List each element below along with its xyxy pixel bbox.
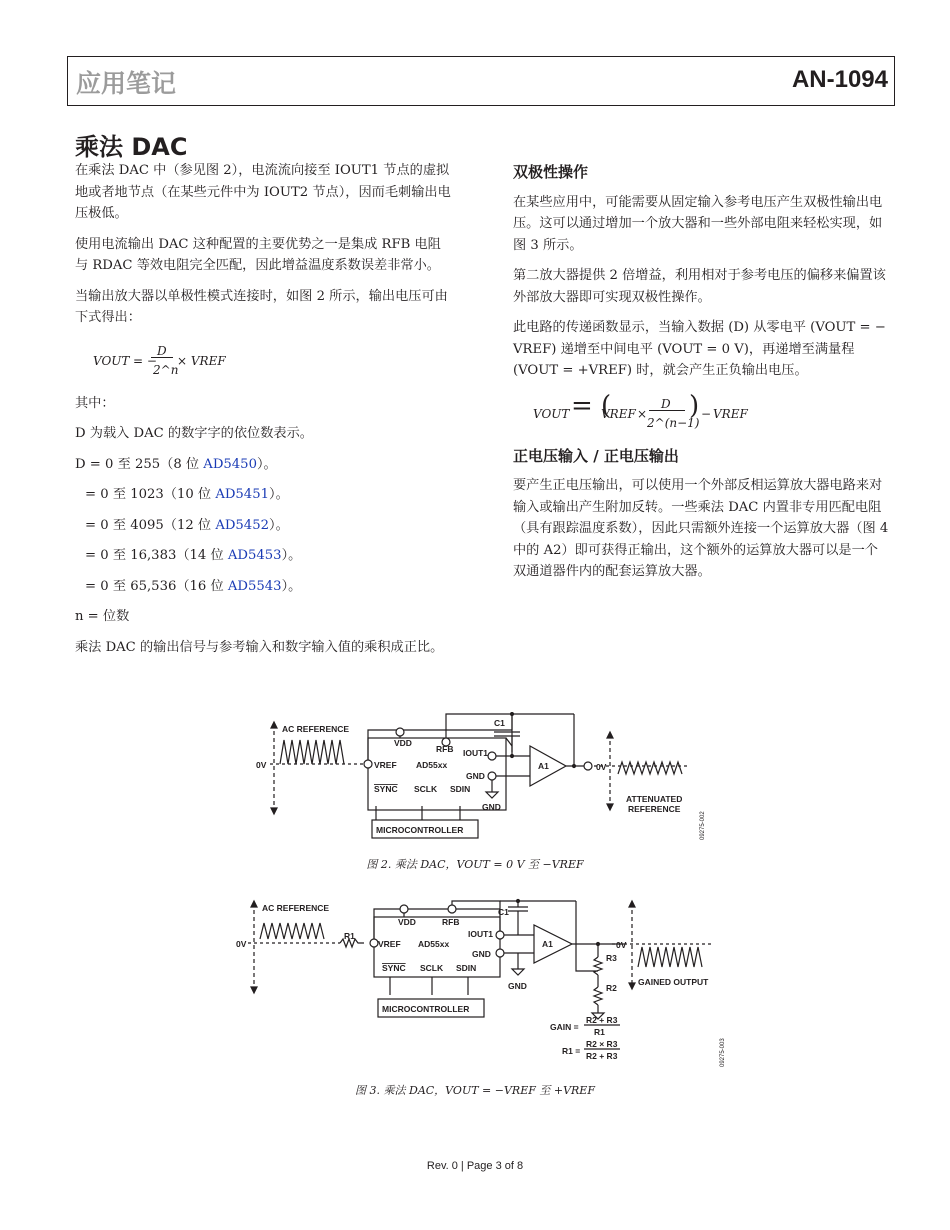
section-title: 乘法 DAC	[75, 133, 188, 161]
d-range-item: = 0 至 1023（10 位 AD5451）。	[85, 487, 289, 502]
fig3-gain-num: R2 + R3	[586, 1015, 618, 1025]
fig2-microcontroller: MICROCONTROLLER	[376, 825, 464, 835]
product-link[interactable]: AD5453	[227, 548, 282, 563]
eq-vref: VREF	[601, 406, 636, 421]
fig3-microcontroller: MICROCONTROLLER	[382, 1004, 470, 1014]
paragraph: 要产生正电压输出，可以使用一个外部反相运算放大器电路来对输入或输出产生附加反转。一些乘法 DAC 内置非专用匹配电阻（具有跟踪温度系数），因此只需额外连接一个运算放大器（图 4 中的 A2）即可获得正输出，这个额外的运算放大器可以是一个双通道器件内的配套运算放大器。	[513, 478, 889, 579]
paragraph: 在某些应用中，可能需要从固定输入参考电压产生双极性输出电压。这可以通过增加一个放大器和一些外部电阻来轻松实现，如图 3 所示。	[513, 194, 883, 253]
fig3-sdin: SDIN	[456, 963, 477, 973]
fig3-c1: C1	[498, 907, 509, 917]
eq-den: 2^n	[153, 362, 179, 377]
fig2-ac-reference: AC REFERENCE	[282, 724, 350, 734]
fig3-gained-output: GAINED OUTPUT	[638, 977, 709, 987]
figure-2-circuit	[250, 712, 720, 847]
eq-tail: × VREF	[177, 353, 226, 368]
fig2-chip: AD55xx	[416, 760, 448, 770]
d-range-item: = 0 至 65,536（16 位 AD5543）。	[85, 578, 302, 594]
fig3-code: 09275-003	[720, 1038, 726, 1067]
figure-3-circuit	[228, 895, 728, 1070]
fig2-sclk: SCLK	[414, 784, 438, 794]
eq-lhs: VOUT	[93, 353, 130, 368]
fig3-rfb: RFB	[442, 917, 460, 927]
fig2-vref: VREF	[374, 760, 397, 770]
fig3-a1: A1	[542, 939, 553, 949]
page-footer: Rev. 0 | Page 3 of 8	[426, 1160, 524, 1172]
fig3-zero-v2: 0V	[616, 940, 627, 950]
fig2-code: 09275-002	[700, 811, 706, 840]
heading-bipolar: 双极性操作	[513, 163, 589, 181]
paragraph: 第二放大器提供 2 倍增益，利用相对于参考电压的偏移来偏置该外部放大器即可实现双极性操作。	[513, 268, 886, 305]
fig3-r1-den: R2 + R3	[586, 1051, 618, 1061]
d-range-item: = 0 至 16,383（14 位 AD5453）。	[85, 548, 302, 563]
paragraph: 使用电流输出 DAC 这种配置的主要优势之一是集成 RFB 电阻与 RDAC 等效电阻完全匹配，因此增益温度系数误差非常小。	[75, 236, 441, 273]
fig2-attenuated: ATTENUATED	[626, 794, 683, 804]
fig3-gnd: GND	[472, 949, 491, 959]
fig2-gnd: GND	[466, 771, 485, 781]
product-link[interactable]: AD5452	[215, 517, 269, 533]
fig2-reference: REFERENCE	[628, 804, 681, 814]
product-link[interactable]: AD5450	[203, 456, 257, 472]
fig3-iout1: IOUT1	[468, 929, 494, 939]
fig3-r1: R1	[344, 931, 355, 941]
fig2-vdd: VDD	[394, 738, 412, 748]
heading-positive: 正电压输入 / 正电压输出	[513, 446, 679, 465]
equation-1: VOUT = − D 2^n × VREF	[93, 339, 453, 379]
paragraph: 乘法 DAC 的输出信号与参考输入和数字输入值的乘积成正比。	[75, 639, 444, 655]
paragraph: 在乘法 DAC 中（参见图 2），电流流向接至 IOUT1 节点的虚拟地或者地节点（在某些元件中为 IOUT2 节点），因而毛刺输出电压极低。	[75, 163, 451, 221]
fig2-zero-v: 0V	[256, 760, 267, 770]
fig2-gnd2: GND	[482, 802, 501, 812]
paragraph: n = 位数	[75, 609, 130, 624]
eq-den: 2^(n−1)	[647, 415, 700, 430]
fig3-zero-v: 0V	[236, 939, 247, 949]
fig3-chip: AD55xx	[418, 939, 450, 949]
paragraph: 当输出放大器以单极性模式连接时，如图 2 所示，输出电压可由下式得出：	[75, 288, 448, 325]
fig2-a1: A1	[538, 761, 549, 771]
fig2-sdin: SDIN	[450, 784, 471, 794]
fig2-c1: C1	[494, 718, 505, 728]
left-column	[75, 160, 453, 667]
header-doc-number: AN-1094	[791, 66, 888, 93]
figure-3-caption: 图 3. 乘法 DAC，VOUT = −VREF 至 +VREF	[355, 1084, 595, 1097]
fig2-zero-v2: 0V	[596, 762, 607, 772]
page-header	[67, 56, 895, 106]
paragraph: D 为载入 DAC 的数字字的依位数表示。	[75, 426, 313, 441]
fig2-iout1: IOUT1	[463, 748, 489, 758]
eq-num: D	[157, 343, 167, 358]
fig3-r1-label: R1 =	[562, 1046, 581, 1056]
right-column	[513, 160, 891, 592]
header-left-title: 应用笔记	[76, 69, 177, 98]
equation-2: VOUT = ( VREF × D 2^(n−1) ) − VREF	[533, 392, 891, 432]
fig3-gain-label: GAIN =	[550, 1022, 579, 1032]
paragraph: 此电路的传递函数显示，当输入数据 (D) 从零电平 (VOUT = − VREF) 递增至中间电平 (VOUT = 0 V)，再递增至满量程 (VOUT = +VREF) 时，就会产生正负输出电压。	[513, 320, 886, 378]
d-range-item: = 0 至 4095（12 位 AD5452）。	[85, 517, 289, 533]
fig3-sync: SYNC	[382, 963, 406, 973]
eq-vref: VREF	[713, 406, 748, 421]
d-range-item: D = 0 至 255（8 位 AD5450）。	[75, 456, 277, 472]
figure-2-caption: 图 2. 乘法 DAC，VOUT = 0 V 至 −VREF	[366, 858, 584, 871]
product-link[interactable]: AD5543	[227, 578, 282, 594]
fig3-vref: VREF	[378, 939, 401, 949]
fig3-gnd2: GND	[508, 981, 527, 991]
fig3-r1-num: R2 × R3	[586, 1039, 618, 1049]
fig2-rfb: RFB	[436, 744, 454, 754]
fig3-r3: R3	[606, 953, 617, 963]
fig3-gain-den: R1	[594, 1027, 605, 1037]
fig3-ac-reference: AC REFERENCE	[262, 903, 330, 913]
fig3-sclk: SCLK	[420, 963, 444, 973]
paragraph: 其中：	[75, 395, 115, 411]
eq-lhs: VOUT	[533, 406, 570, 421]
fig3-vdd: VDD	[398, 917, 416, 927]
fig3-r2: R2	[606, 983, 617, 993]
eq-num: D	[661, 396, 671, 411]
fig2-sync: SYNC	[374, 784, 398, 794]
product-link[interactable]: AD5451	[215, 487, 269, 502]
